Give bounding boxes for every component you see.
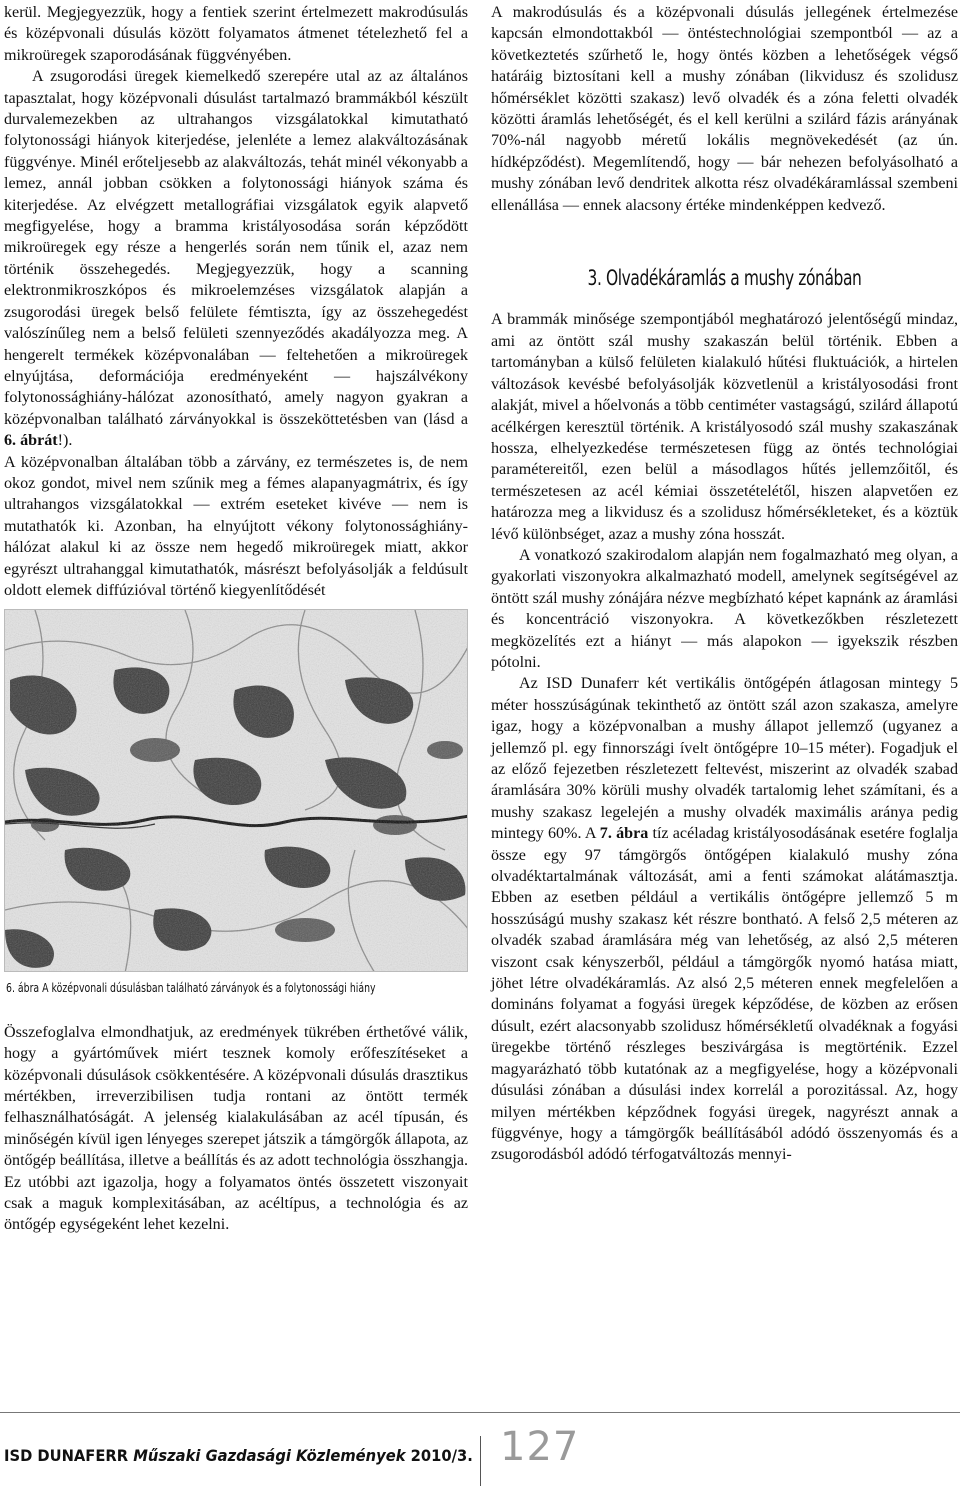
left-paragraph-2-text-b: !).	[57, 432, 73, 450]
figure-7-reference: 7. ábra	[599, 825, 649, 843]
right-paragraph-1: A makrodúsulás és a középvonali dúsulás jellegének értelmezése kapcsán elmondottakból — öntéstechnológiai szempontból — az a következtetés szűrhető le, hogy öntés közben a lehetőségek végső határáig biztosítani kell a mushy zónában (likvidusz és szolidusz hőmérséklet közötti szakasz) levő olvadék és a zóna feletti olvadék közötti áramlás lehetőségét, és el kell kerülni a szilárd fázis arányának 70%-nál nagyobb méretű lokális megnövekedését (az ún. hídképződést). Megemlítendő, hogy — bár nehezen befolyásolható a mushy zónában levő dendritek alkotta rész olvadékáramlással szembeni ellenállása — ennek alacsony értéke mindenképpen kedvező.	[491, 4, 958, 214]
figure-6-reference: 6. ábrát	[4, 432, 58, 450]
right-paragraph-2: A brammák minősége szempontjából meghatározó jelentőségű mindaz, ami az öntött szál mushy szakaszán belül történik. Ebben a tartományban a külső felületen kialakuló hűtési fluktuációk, a hirtelen változások kevésbé befolyásolják közvetlenül a kristályosodási front alakját, mivel a hőelvonás a több centiméter vastagságú, szilárd állapotú acélkérgen keresztül történik. A kristályosodó szál mushy szakaszának hossza, elhelyezkedése természetesen függ az öntés technológiai paramétereitől, ezen belül a másodlagos hűtés jellemzőitől, és természetesen az acél kémiai összetételétől, hiszen alapvetően ez határozza meg a likvidusz és a szolidusz hőmérsékleteket, és a köztük lévő különbséget, azaz a mushy zóna hosszát.	[491, 311, 958, 543]
footer-journal-name: ISD DUNAFERR	[4, 1446, 134, 1465]
footer-rule	[0, 1412, 960, 1413]
right-paragraph-4-text-a: Az ISD Dunaferr két vertikális öntőgépén átlagosan mintegy 5 méter hosszúságúnak tekinthető az öntött szál azon szakasza, amelyre igaz, hogy a középvonalban a mushy állapot jellemző (ugyanez a jellemző pl. egy finnországi ívelt öntőgépre 10–15 méter). Fogadjuk el az előző fejezetben részletezett feltevést, miszerint az olvadék szabad áramlására 30% körüli mushy olvadék tartalomig lehet számítani, és a mushy szakasz legelején a mushy olvadék maximális aránya pedig mintegy 60%. A	[491, 675, 958, 843]
footer-journal-issue: 2010/3.	[405, 1446, 473, 1465]
footer-journal-title	[4, 1446, 473, 1465]
right-column	[491, 2, 958, 1166]
right-paragraph-4-text-b: tíz acéladag kristályosodásának esetére foglalja össze egy 97 támgörgős öntőgépen kialakuló mushy zóna olvadéktartalmának változását, ami a fenti számokat alátámasztja. Ebben az esetben például a vertikális öntőgépre jellemző 5 m hosszúságú mushy szakasz két részre bontható. A felső 2,5 méteren az olvadék szabad áramlására még van lehetőség, az alsó 2,5 méteren viszont csak kényszerből, például a támgörgők nyomó hatása miatt, jöhet létre olvadékáramlás. Az alsó 2,5 méteren ennek megfelelően a domináns folyamat a fogyási üregek képződése, de közben az erősen dúsult, ezért alacsonyabb szolidusz hőmérsékletű olvadéknak a fogyási üregekbe történő részleges beszivárgása is megtörténik. Ezzel magyarázható több kutatónak az a megfigyelése, hogy a középvonali dúsulási zónában a dúsulási index korrelál a porozitással. Az, hogy milyen mértékben képződnek fogyási üregek, nagyrészt annak a függvénye, hogy a támgörgők beállításából adódó összenyomás és a zsugorodásból adódó térfogatváltozás mennyi-	[491, 825, 959, 1164]
micrograph-image	[5, 610, 468, 972]
footer-journal-subtitle: Műszaki Gazdasági Közlemények	[133, 1446, 406, 1465]
figure-6-micrograph	[4, 609, 468, 972]
left-paragraph-4: Összefoglalva elmondhatjuk, az eredmények tükrében érthetővé válik, hogy a gyártóművek miért tesznek komoly erőfeszítéseket a középvonali dúsulások csökkentésére. A középvonali dúsulás drasztikus mértékben, irreverzibilisen tudja rontani az öntött termék felhasználhatóságát. A jelenség kialakulásában az acél típusán, és minőségén kívül igen lényeges szerepet játszik a támgörgők állapota, az öntőgép beállítása, illetve a beállítás és az adott technológia összhangja. Ez utóbbi azt igazolja, hogy a folyamatos öntés összetett viszonyait csak a maguk komplexitásában, az acéltípus, a technológia és az öntőgép egységeként lehet kezelni.	[4, 1023, 468, 1234]
left-paragraph-2-text-a: A zsugorodási üregek kiemelkedő szerepére utal az az általános tapasztalat, hogy középvonali dúsulást tartalmazó brammákból készült durvalemezekben az ultrahangos vizsgálatokkal kimutatható folytonossági hiányok kiterjedése, jelenléte a lemez alakváltozásának függvénye. Minél erőteljesebb az alakváltozás, tehát minél vékonyabb a lemez, annál jobban csökken a folytonossági hiányok száma és kiterjedése. Az elvégzett metallográfiai vizsgálatok egyik alapvető megfigyelése, hogy a bramma kristályosodása során képződött mikroüregek egy része a hengerlés során nem tűnik el, azaz nem történik összehegedés. Megjegyezzük, hogy a scanning elektronmikroszkópos és mikroelemzéses vizsgálatok alapján a zsugorodási üregek belső felülete fémtiszta, így az összehegedést valószínűleg nem a belső felületi szennyeződés akadályozza meg. A hengerelt termékek középvonalában — feltehetően a mikroüregek elnyújtása, deformációja eredményeként — hajszálvékony folytonossághiány-hálózat azonosítható, amely nagyon gyakran a középvonalban található zárványokkal is összeköttetésben van (lásd a	[4, 68, 468, 428]
section-heading: 3. Olvadékáramlás a mushy zónában	[587, 266, 862, 291]
left-paragraph-1: kerül. Megjegyezzük, hogy a fentiek szerint értelmezett makrodúsulás és középvonali dúsulás között folyamatos átmenet tételezhető fel a mikroüregek szaporodásának függvényében.	[4, 4, 468, 64]
left-paragraph-3: A középvonalban általában több a zárvány, ez természetes is, de nem okoz gondot, mivel nem szűnik meg a fémes alapanyagmátrix, és így ultrahangos vizsgálatokkal — extrém eseteket kivéve — nem is mutathatók ki. Azonban, ha elnyújtott vékony folytonossághiány-hálózat alakul ki az össze nem hegedő mikroüregek miatt, akkor egyrészt ultrahanggal kimutathatók, másrészt befolyásolják a feldúsult oldott elemek diffúzióval történő kiegyenlítődését	[4, 453, 468, 599]
footer-separator	[480, 1436, 481, 1486]
figure-6-caption: 6. ábra A középvonali dúsulásban található zárványok és a folytonossági hiány	[6, 981, 376, 996]
left-paragraph-2	[4, 66, 468, 451]
right-paragraph-3: A vonatkozó szakirodalom alapján nem fogalmazható meg olyan, a gyakorlati viszonyokra alkalmazható modell, amelynek segítségével az öntött szál mushy zónájára nézve megbízható képet kapnánk az áramlási és koncentráció viszonyokra. A következőkben részletezett megközelítés ezt a hiányt — más alapokon — igyekszik részben pótolni.	[491, 546, 958, 671]
right-paragraph-4	[491, 673, 958, 1165]
page-number: 127	[500, 1424, 580, 1470]
left-column	[4, 2, 468, 1236]
